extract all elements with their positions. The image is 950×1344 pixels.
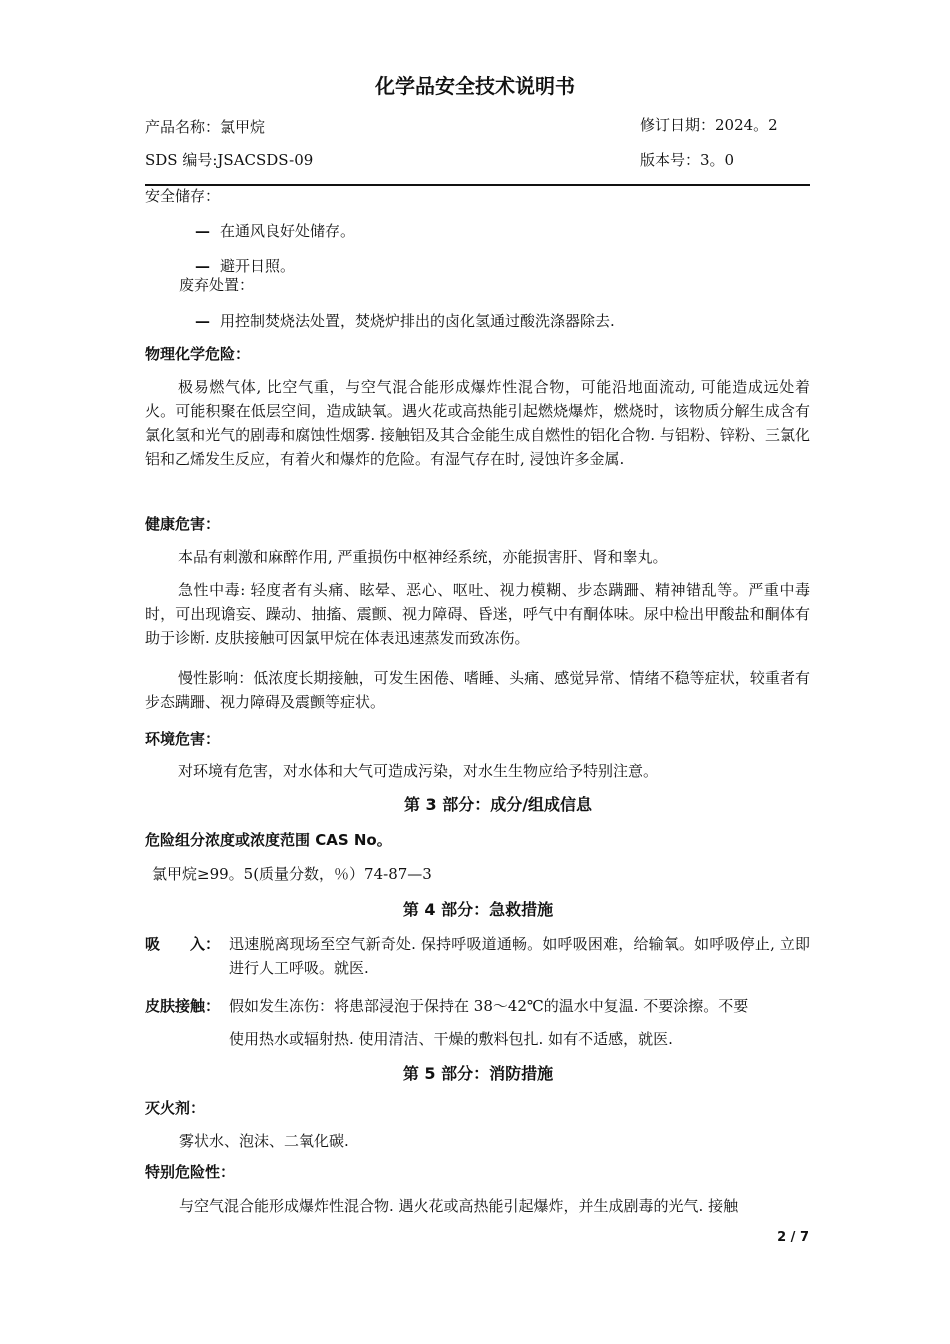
inhalation-label: 吸 入： <box>145 935 221 953</box>
product-name: 产品名称：氯甲烷 <box>145 118 266 136</box>
health-heading: 健康危害： <box>145 515 221 533</box>
document-title: 化学品安全技术说明书 <box>375 74 575 98</box>
sds-number: SDS 编号:JSACSDS-09 <box>145 151 314 169</box>
disposal-item <box>195 311 615 331</box>
section-5-title: 第 5 部分：消防措施 <box>402 1064 554 1083</box>
physchem-heading: 物理化学危险： <box>145 345 251 363</box>
revision-date: 修订日期：2024。2 <box>640 116 778 134</box>
inhalation-text: 迅速脱离现场至空气新奇处. 保持呼吸道通畅。如呼吸困难，给输氧。如呼吸停止, 立即进行人工呼吸。就医. <box>229 935 810 977</box>
dash-marker: — <box>195 257 210 275</box>
version-number: 版本号：3。0 <box>640 151 735 169</box>
extinguishing-heading: 灭火剂： <box>145 1099 206 1117</box>
skin-contact-text-1: 假如发生冻伤：将患部浸泡于保持在 38～42℃的温水中复温. 不要涂擦。不要 <box>229 997 749 1015</box>
skin-contact-text-2: 使用热水或辐射热. 使用清洁、干燥的敷料包扎. 如有不适感，就医. <box>229 1030 673 1048</box>
composition-row: 氯甲烷≥99。5(质量分数，％）74-87—3 <box>152 865 432 883</box>
skin-contact-label: 皮肤接触： <box>145 997 221 1015</box>
extinguishing-text: 雾状水、泡沫、二氧化碳. <box>179 1132 349 1150</box>
section-3-title: 第 3 部分：成分/组成信息 <box>403 795 593 814</box>
special-hazard-heading: 特别危险性： <box>145 1163 236 1181</box>
environment-heading: 环境危害： <box>145 730 221 748</box>
special-hazard-text: 与空气混合能形成爆炸性混合物. 遇火花或高热能引起爆炸，并生成剧毒的光气. 接触 <box>179 1197 739 1215</box>
storage-item-ventilation <box>195 221 355 241</box>
dash-marker: — <box>195 312 210 330</box>
composition-subheading: 危险组分浓度或浓度范围 CAS No。 <box>145 831 392 849</box>
storage-heading: 安全储存： <box>145 187 221 205</box>
header-divider <box>145 184 810 186</box>
dash-marker: — <box>195 222 210 240</box>
health-paragraph-chronic: 慢性影响：低浓度长期接触，可发生困倦、嗜睡、头痛、感觉异常、情绪不稳等症状，较重者有步态蹒跚、视力障碍及震颤等症状。 <box>145 669 810 711</box>
disposal-heading: 废弃处置： <box>179 276 255 294</box>
environment-paragraph: 对环境有危害，对水体和大气可造成污染，对水生生物应给予特别注意。 <box>178 762 659 780</box>
page-number: 2 / 7 <box>777 1230 809 1245</box>
disposal-item-text: 用控制焚烧法处置，焚烧炉排出的卤化氢通过酸洗涤器除去. <box>220 312 615 330</box>
health-paragraph-1: 本品有刺激和麻醉作用, 严重损伤中枢神经系统，亦能损害肝、肾和睾丸。 <box>178 548 668 566</box>
storage-item-text: 避开日照。 <box>220 257 296 275</box>
storage-item-sunlight <box>195 256 295 276</box>
storage-item-text: 在通风良好处储存。 <box>220 222 356 240</box>
section-4-title: 第 4 部分：急救措施 <box>402 900 554 919</box>
health-paragraph-acute: 急性中毒: 轻度者有头痛、眩晕、恶心、呕吐、视力模糊、步态蹒跚、精神错乱等。严重中毒时，可出现谵妄、躁动、抽搐、震颤、视力障碍、昏迷，呼气中有酮体味。尿中检出甲酸盐和酮体有助于诊断. 皮肤接触可因氯甲烷在体表迅速蒸发而致冻伤。 <box>145 581 810 647</box>
physchem-paragraph: 极易燃气体, 比空气重，与空气混合能形成爆炸性混合物，可能沿地面流动, 可能造成远处着火。可能积聚在低层空间，造成缺氧。遇火花或高热能引起燃烧爆炸，燃烧时，该物质分解生成含有氯化氢和光气的剧毒和腐蚀性烟雾. 接触铝及其合金能生成自燃性的铝化合物. 与铝粉、锌粉、三氯化铝和乙烯发生反应，有着火和爆炸的危险。有湿气存在时, 浸蚀许多金属. <box>145 378 810 468</box>
